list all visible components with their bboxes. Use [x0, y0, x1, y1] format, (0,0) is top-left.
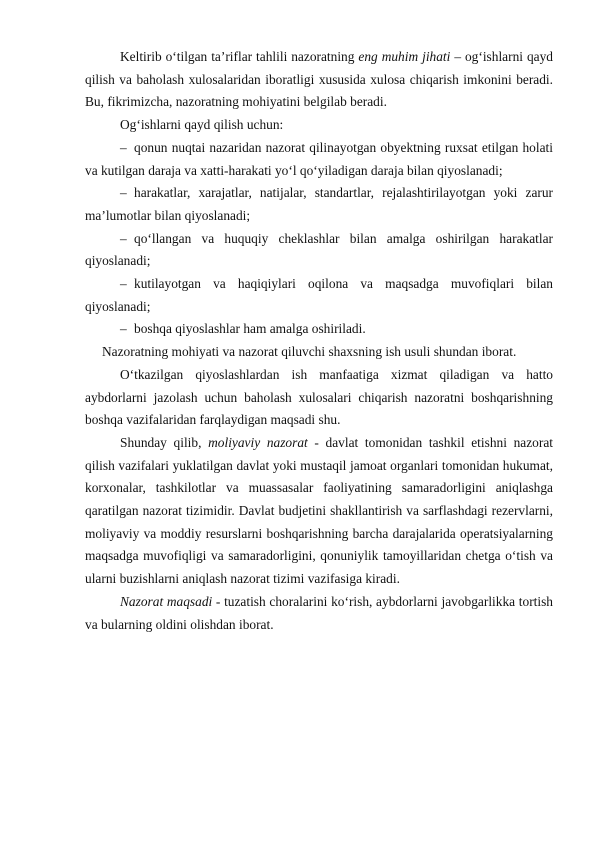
- list-item: [85, 228, 553, 273]
- list-item-text: kutilayotgan va haqiqiylari oqilona va maqsadga muvofiqlari bilan qiyoslanadi;: [85, 276, 553, 314]
- list-lead-in: Og‘ishlarni qayd qilish uchun:: [120, 117, 284, 133]
- list-item-text: harakatlar, xarajatlar, natijalar, standartlar, rejalashtirilayotgan yoki zarur ma’lumotlar bilan qiyoslanadi;: [85, 185, 553, 223]
- paragraph-essence: Nazoratning mohiyati va nazorat qiluvchi shaxsning ish usuli shundan iborat.: [102, 344, 517, 360]
- paragraph-control-goal-text: - tuzatish choralarini ko‘rish, aybdorlarni javobgarlikka tortish va bularning oldini olishdan iborat.: [85, 593, 554, 632]
- paragraph-intro-emphasis: eng muhim jihati: [358, 49, 451, 64]
- list-item-text: boshqa qiyoslashlar ham amalga oshiriladi.: [134, 321, 366, 337]
- dash-bullet: –: [120, 276, 127, 292]
- paragraph-purpose: O‘tkazilgan qiyoslashlardan ish manfaatiga xizmat qiladigan va hatto aybdorlarni jazolash uchun baholash xulosalari chiqarish nazoratni boshqarishning boshqa vazifalaridan farqlaydigan maqsadi shu.: [85, 366, 553, 428]
- paragraph-intro: [85, 46, 553, 114]
- dash-bullet: –: [120, 139, 127, 155]
- list-item: [85, 137, 553, 182]
- dash-bullet: –: [120, 230, 127, 246]
- list-item: [85, 318, 553, 341]
- paragraph-intro-text-start: Keltirib o‘tilgan ta’riflar tahlili nazoratning: [120, 49, 359, 64]
- list-item-text: qonun nuqtai nazaridan nazorat qilinayotgan obyektning ruxsat etilgan holati va kutilgan daraja va xatti-harakati yo‘l qo‘yiladigan daraja bilan qiyoslanadi;: [85, 139, 553, 178]
- list-item-text: qo‘llangan va huquqiy cheklashlar bilan amalga oshirilgan harakatlar qiyoslanadi;: [85, 230, 553, 269]
- paragraph-financial-control-text-end: - davlat tomonidan tashkil etishni nazorat qilish vazifalari yuklatilgan davlat yoki mustaqil jamoat organlari tomonidan hukumat, korxonalar, tashkilotlar va muassasalar faoliyatining samaradorligini aniqlashga qaratilgan nazorat tizimidir. Davlat budjetini shakllantirish va sarflashdagi rezervlarni, moliyaviy va moddiy resurslarni boshqarishning barcha darajalarida operatsiyalarning maqsadga muvofiqligi va samaradorligini, qonuniylik tamoyillaridan chetga o‘tish va ularni buzishlarni aniqlash nazorat tizimi vazifasiga kiradi.: [85, 434, 553, 587]
- financial-control-term: moliyaviy nazorat: [208, 434, 308, 450]
- paragraph-intro-text-end: – og‘ishlarni qayd qilish va baholash xulosalaridan iboratligi xususida xulosa chiqarish imkonini beradi. Bu, fikrimizcha, nazoratning mohiyatini belgilab beradi.: [85, 49, 553, 110]
- list-item: [85, 182, 553, 227]
- paragraph-financial-control-text-start: Shunday qilib,: [120, 434, 209, 450]
- paragraph-financial-control: [85, 432, 553, 591]
- list-item: [85, 273, 553, 318]
- control-goal-term: Nazorat maqsadi: [120, 593, 213, 609]
- document-page: [85, 46, 553, 636]
- paragraph-control-goal: [85, 591, 553, 636]
- dash-bullet: –: [120, 321, 127, 337]
- dash-bullet: –: [120, 185, 127, 201]
